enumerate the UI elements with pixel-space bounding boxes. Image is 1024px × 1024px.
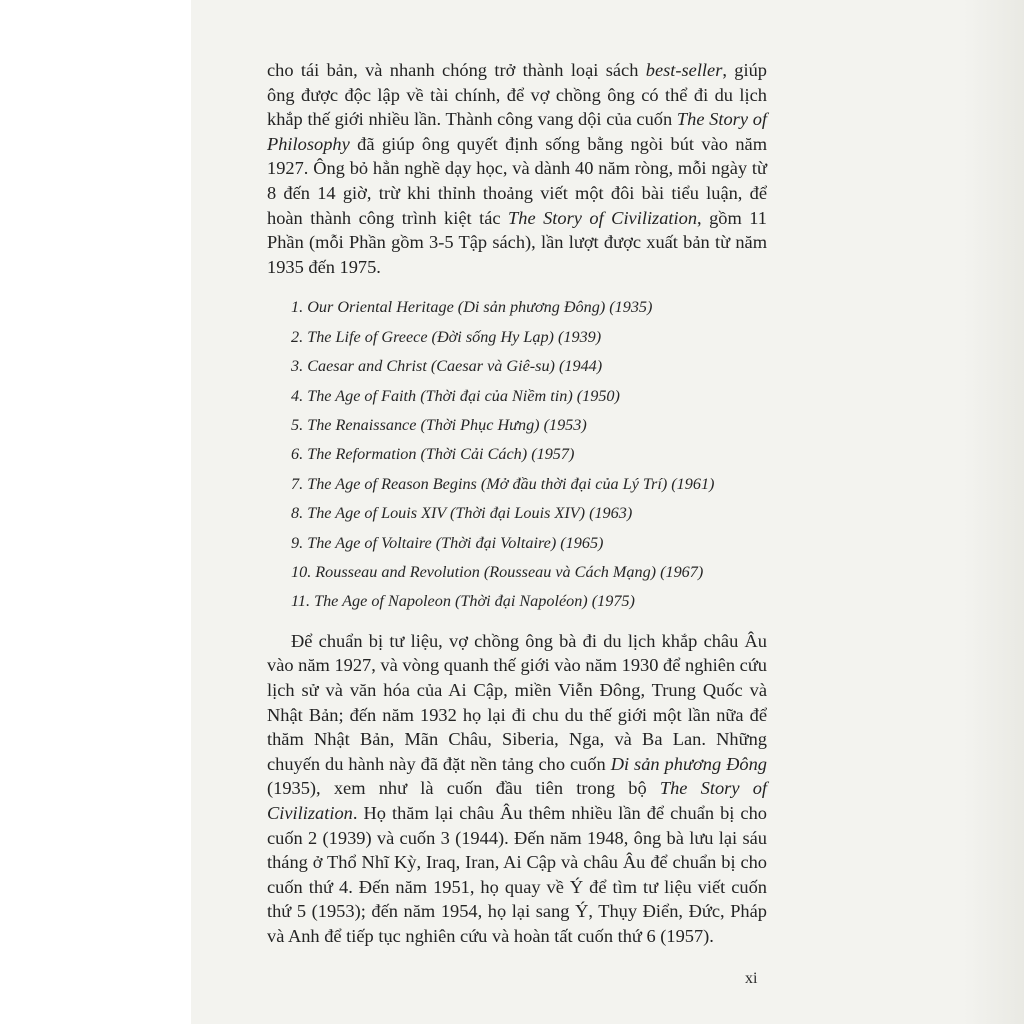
intro-segment: , giúp ông được độc lập về tài chính, để vợ chồng ông có thể đi du lịch khắp thế giới nhiều lần. Thành công vang dội của cuốn — [267, 60, 767, 130]
works-list-item: 8. The Age of Louis XIV (Thời đại Louis XIV) (1963) — [291, 504, 633, 523]
works-list-item: 6. The Reformation (Thời Cải Cách) (1957) — [291, 445, 575, 464]
works-list-item: 5. The Renaissance (Thời Phục Hưng) (1953) — [291, 415, 587, 434]
intro-italic-segment: The Story of Philosophy — [267, 109, 767, 154]
works-list-item: 7. The Age of Reason Begins (Mở đầu thời đại của Lý Trí) (1961) — [291, 474, 715, 493]
body-text — [267, 58, 767, 949]
intro-segment: , gồm 11 Phần (mỗi Phần gồm 3-5 Tập sách), lần lượt được xuất bản từ năm 1935 đến 1975. — [267, 207, 767, 277]
travel-segment: (1935), xem như là cuốn đầu tiên trong bộ — [267, 778, 660, 799]
intro-segment: cho tái bản, và nhanh chóng trở thành loại sách — [267, 60, 646, 80]
works-list-item: 1. Our Oriental Heritage (Di sản phương Đông) (1935) — [291, 298, 653, 317]
travel-segment: Để chuẩn bị tư liệu, vợ chồng ông bà đi du lịch khắp châu Âu vào năm 1927, và vòng quanh thế giới vào năm 1930 để nghiên cứu lịch sử và văn hóa của Ai Cập, miền Viễn Đông, Trung Quốc và Nhật Bản; đến năm 1932 họ lại đi chu du thế giới một lần nữa để thăm Nhật Bản, Mãn Châu, Siberia, Nga, và Ba Lan. Những chuyến du hành này đã đặt nền tảng cho cuốn — [267, 630, 767, 774]
works-list — [267, 293, 767, 616]
travel-italic-segment: The Story of Civilization — [267, 778, 767, 823]
page-edge-bleed — [964, 0, 1024, 1024]
intro-paragraph — [267, 58, 767, 279]
travel-segment: . Họ thăm lại châu Âu thêm nhiều lần để chuẩn bị cho cuốn 2 (1939) và cuốn 3 (1944). Đến năm 1948, ông bà lưu lại sáu tháng ở Thổ Nhĩ Kỳ, Iraq, Iran, Ai Cập và châu Âu để chuẩn bị cho cuốn thứ 4. Đến năm 1951, họ quay về Ý để tìm tư liệu viết cuốn thứ 5 (1953); đến năm 1954, họ lại sang Ý, Thụy Điển, Đức, Pháp và Anh để tiếp tục nghiên cứu và hoàn tất cuốn thứ 6 (1957). — [267, 802, 767, 946]
travel-italic-segment: Di sản phương Đông — [610, 753, 767, 774]
intro-italic-segment: The Story of Civilization — [508, 207, 698, 228]
works-list-item: 11. The Age of Napoleon (Thời đại Napoléon) (1975) — [291, 592, 635, 611]
works-list-item: 3. Caesar and Christ (Caesar và Giê-su) (1944) — [291, 357, 603, 376]
works-list-item: 9. The Age of Voltaire (Thời đại Voltaire) (1965) — [291, 533, 604, 552]
works-list-item: 4. The Age of Faith (Thời đại của Niềm tin) (1950) — [291, 386, 620, 405]
intro-segment: đã giúp ông quyết định sống bằng ngòi bút vào năm 1927. Ông bỏ hẳn nghề dạy học, và dành 40 năm ròng, mỗi ngày từ 8 đến 14 giờ, trừ khi thỉnh thoảng viết một đôi bài tiểu luận, để hoàn thành công trình kiệt tác — [267, 133, 767, 228]
intro-italic-segment: best-seller — [645, 60, 723, 80]
works-list-item: 2. The Life of Greece (Đời sống Hy Lạp) (1939) — [291, 327, 602, 346]
page-number: xi — [745, 970, 758, 987]
works-list-item: 10. Rousseau and Revolution (Rousseau và Cách Mạng) (1967) — [291, 563, 704, 581]
travel-paragraph — [267, 629, 767, 949]
